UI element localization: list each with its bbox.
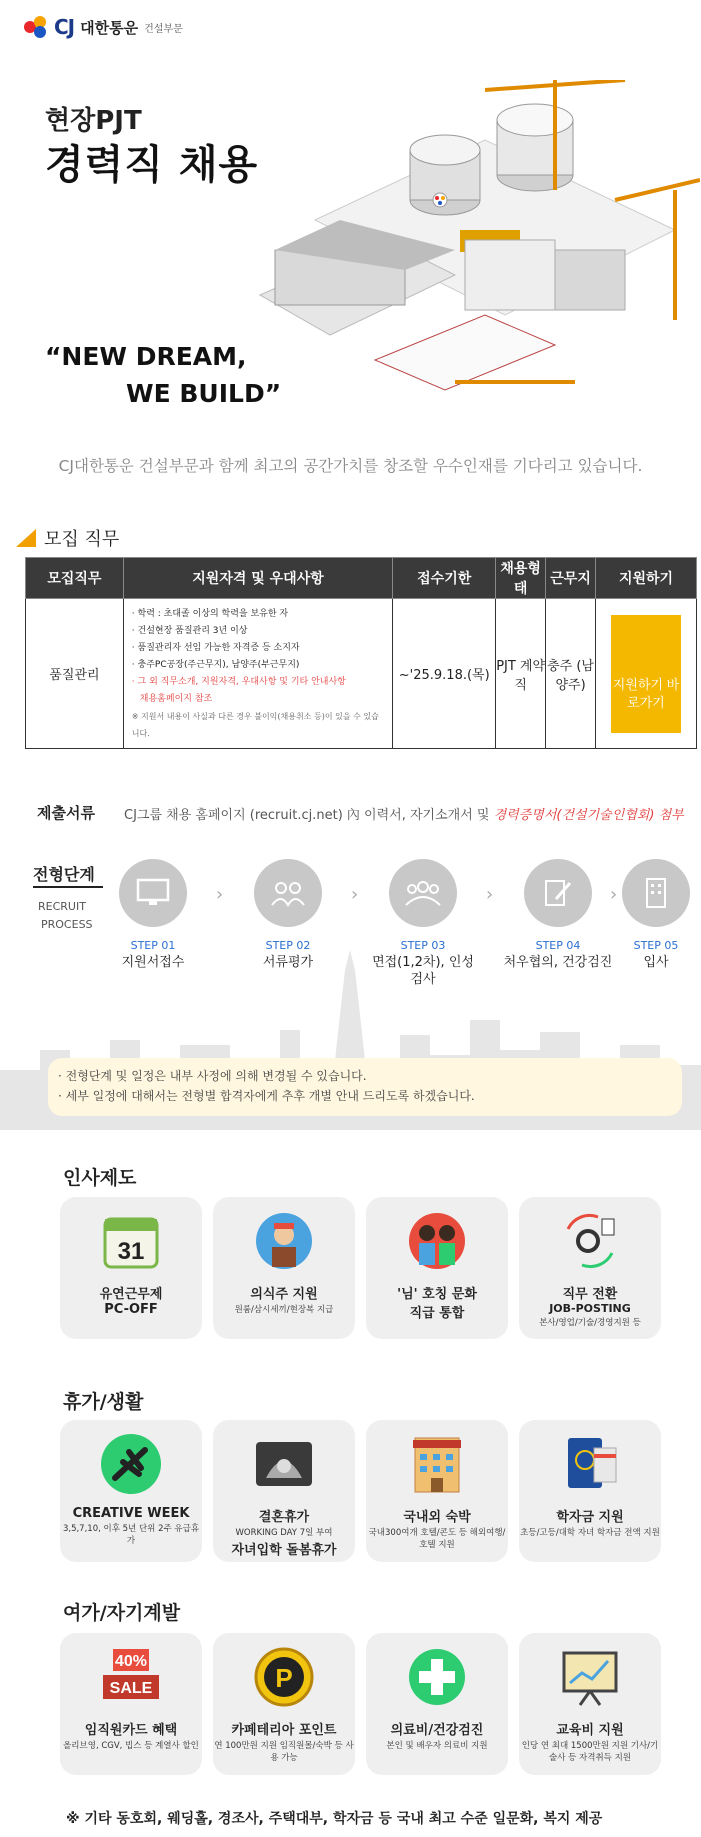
submission-highlight: 경력증명서(건설기술인협회) 첨부 [493, 808, 684, 823]
card-description: 초등/고등/대학 자녀 학자금 전액 지원 [520, 1528, 660, 1538]
card-title: '님' 호칭 문화 [397, 1287, 477, 1302]
hotel-icon [405, 1432, 469, 1496]
welfare-card [519, 1420, 661, 1562]
handshake-icon [405, 1209, 469, 1273]
construction-illustration [255, 80, 700, 420]
welfare-card [213, 1420, 355, 1562]
sale-icon [99, 1645, 163, 1709]
card-title: 의식주 지원 [250, 1287, 318, 1302]
card-description: WORKING DAY 7일 부여 [235, 1528, 333, 1538]
table-header: 근무지 [546, 558, 596, 599]
intro-text: CJ대한통운 건설부문과 함께 최고의 공간가치를 창조할 우수인재를 기다리고 있습니다. [58, 457, 643, 475]
hero-subtitle: 현장PJT [45, 106, 142, 136]
welfare-card [213, 1197, 355, 1339]
card-title: 직무 전환 [562, 1287, 618, 1302]
svg-text:31: 31 [117, 1238, 145, 1265]
group-icon [389, 859, 457, 927]
welfare-card [213, 1633, 355, 1775]
step-title: 서류평가 [262, 955, 314, 970]
notice-line: · 전형단계 및 일정은 내부 사정에 의해 변경될 수 있습니다. [58, 1069, 367, 1083]
requirement-item: · 학력 : 초대졸 이상의 학력을 보유한 자 [131, 608, 289, 619]
card-description: 3,5,7,10, 이후 5년 단위 2주 유급휴가 [62, 1524, 200, 1546]
self-section-title: 여가/자기계발 [63, 1602, 181, 1624]
step-number: STEP 03 [400, 939, 446, 952]
leave-section-title: 휴가/생활 [63, 1391, 144, 1413]
welfare-card [366, 1420, 508, 1562]
step-title: 처우협의, 건강검진 [503, 955, 613, 970]
card-title: 결혼휴가 [258, 1510, 310, 1525]
card-title: 유연근무제 [99, 1287, 163, 1302]
requirement-red-note: 채용홈페이지 참조 [139, 693, 213, 704]
chevron-right-icon: › [486, 884, 494, 905]
card-title-2: 직급 통합 [409, 1306, 465, 1321]
step-title: 면접(1,2차), 인성검사 [372, 955, 474, 987]
airplane-icon [99, 1432, 163, 1496]
table-header: 채용형태 [496, 558, 546, 599]
svg-text:SALE: SALE [109, 1680, 153, 1697]
table-header: 모집직무 [26, 558, 124, 599]
job-location: 충주 (남양주) [546, 599, 596, 749]
ultrasound-icon [252, 1432, 316, 1496]
process-en-line1: RECRUIT [38, 900, 86, 913]
card-description: 본인 및 배우자 의료비 지원 [386, 1741, 488, 1751]
process-step [503, 859, 613, 971]
svg-text:40%: 40% [114, 1653, 148, 1670]
chevron-right-icon: › [216, 884, 224, 905]
step-number: STEP 02 [265, 939, 311, 952]
coin-p-icon [252, 1645, 316, 1709]
division-name: 건설부문 [144, 23, 183, 35]
jobs-section-heading [16, 525, 119, 551]
step-number: STEP 04 [535, 939, 581, 952]
step-title: 지원서접수 [121, 955, 185, 970]
step-number: STEP 05 [633, 939, 679, 952]
step-number: STEP 01 [130, 939, 176, 952]
welfare-card [519, 1197, 661, 1339]
requirement-red-note: · 그 외 직무소개, 지원자격, 우대사항 및 기타 안내사항 [131, 676, 346, 687]
step-title: 입사 [643, 955, 669, 970]
process-label: 전형단계 [33, 865, 95, 884]
table-header-row [26, 558, 697, 599]
company-name: 대한통운 [80, 18, 139, 37]
welfare-card [60, 1197, 202, 1339]
building-icon [622, 859, 690, 927]
cj-logo [22, 14, 183, 40]
jobs-table [25, 557, 697, 749]
card-description: 국내300여개 호텔/콘도 등 해외여행/호텔 지원 [368, 1528, 506, 1550]
requirement-item: · 건설현장 품질관리 3년 이상 [131, 625, 248, 636]
jobs-heading-text: 모집 직무 [44, 529, 120, 550]
job-deadline: ~'25.9.18.(목) [393, 599, 496, 749]
card-title: 학자금 지원 [556, 1510, 624, 1525]
medical-cross-icon [405, 1645, 469, 1709]
process-notice-box [48, 1058, 682, 1116]
card-title: CREATIVE WEEK [72, 1506, 190, 1521]
gear-document-icon [558, 1209, 622, 1273]
process-step [233, 859, 343, 971]
submission-description: CJ그룹 채용 홈페이지 (recruit.cj.net) 內 이력서, 자기소개서 및 [124, 808, 494, 823]
apply-button[interactable]: 지원하기 바로가기 [611, 615, 681, 733]
apply-cell [596, 599, 697, 749]
chevron-right-icon: › [610, 884, 618, 905]
card-title: 교육비 지원 [556, 1723, 624, 1738]
card-description: 원룸/삼시세끼/현장복 지급 [234, 1305, 334, 1315]
svg-text:P: P [275, 1663, 293, 1693]
process-en-line2: PROCESS [41, 918, 93, 931]
requirement-item: · 품질관리자 선임 가능한 자격증 등 소지자 [131, 642, 300, 653]
job-position: 품질관리 [26, 599, 124, 749]
card-title: 카페테리아 포인트 [231, 1723, 337, 1738]
card-description: 본사/영업/기술/경영지원 등 [539, 1318, 641, 1328]
welfare-card [366, 1633, 508, 1775]
triangle-icon [16, 529, 36, 547]
job-type: PJT 계약직 [496, 599, 546, 749]
submission-label: 제출서류 [37, 804, 95, 822]
table-row [26, 599, 697, 749]
card-title-2: PC-OFF [104, 1302, 158, 1317]
process-step [368, 859, 478, 988]
welfare-card [60, 1633, 202, 1775]
notice-line: · 세부 일정에 대해서는 전형별 합격자에게 추후 개별 안내 드리도록 하겠습니다. [58, 1089, 475, 1103]
passport-icon [558, 1432, 622, 1496]
worker-icon [252, 1209, 316, 1273]
card-description: 연 100만원 지원 임직원몰/숙박 등 사용 가능 [214, 1741, 354, 1763]
requirement-small-note: ※ 지원서 내용이 사실과 다른 경우 불이익(채용취소 등)이 있을 수 있습니다. [131, 711, 379, 738]
divider [33, 886, 103, 888]
card-title: 국내외 숙박 [403, 1510, 471, 1525]
process-step [98, 859, 208, 971]
process-step [610, 859, 701, 971]
table-header: 지원자격 및 우대사항 [123, 558, 392, 599]
chevron-right-icon: › [351, 884, 359, 905]
hero-title: 경력직 채용 [45, 142, 259, 188]
card-title-2: JOB-POSTING [549, 1302, 631, 1315]
table-header: 지원하기 [596, 558, 697, 599]
requirement-item: · 충주PC공장(주근무지), 남양주(부근무지) [131, 659, 300, 670]
table-header: 접수기한 [393, 558, 496, 599]
welfare-card [519, 1633, 661, 1775]
card-title-2: 자녀입학 돌봄휴가 [231, 1543, 337, 1558]
people-icon [254, 859, 322, 927]
footer-note: ※ 기타 동호회, 웨딩홀, 경조사, 주택대부, 학자금 등 국내 최고 수준 일문화, 복지 제공 [66, 1811, 603, 1827]
pen-document-icon [524, 859, 592, 927]
slogan-line-1: “NEW DREAM, [45, 342, 247, 371]
job-requirements [123, 599, 392, 749]
submission-text [124, 804, 684, 823]
card-title: 임직원카드 혜택 [84, 1723, 178, 1738]
welfare-card [60, 1420, 202, 1562]
calendar-31-icon [99, 1209, 163, 1273]
hr-section-title: 인사제도 [63, 1167, 137, 1189]
cj-text: CJ [54, 15, 75, 39]
card-description: 올리브영, CGV, 빕스 등 계열사 할인 [63, 1741, 199, 1751]
monitor-icon [119, 859, 187, 927]
welfare-card [366, 1197, 508, 1339]
cj-logo-mark-icon [22, 14, 48, 40]
slogan-line-2: WE BUILD” [126, 379, 282, 408]
card-title: 의료비/건강검진 [390, 1723, 484, 1738]
card-description: 인당 연 최대 1500만원 지원 기사/기술사 등 자격취득 지원 [521, 1741, 659, 1763]
presentation-icon [558, 1645, 622, 1709]
